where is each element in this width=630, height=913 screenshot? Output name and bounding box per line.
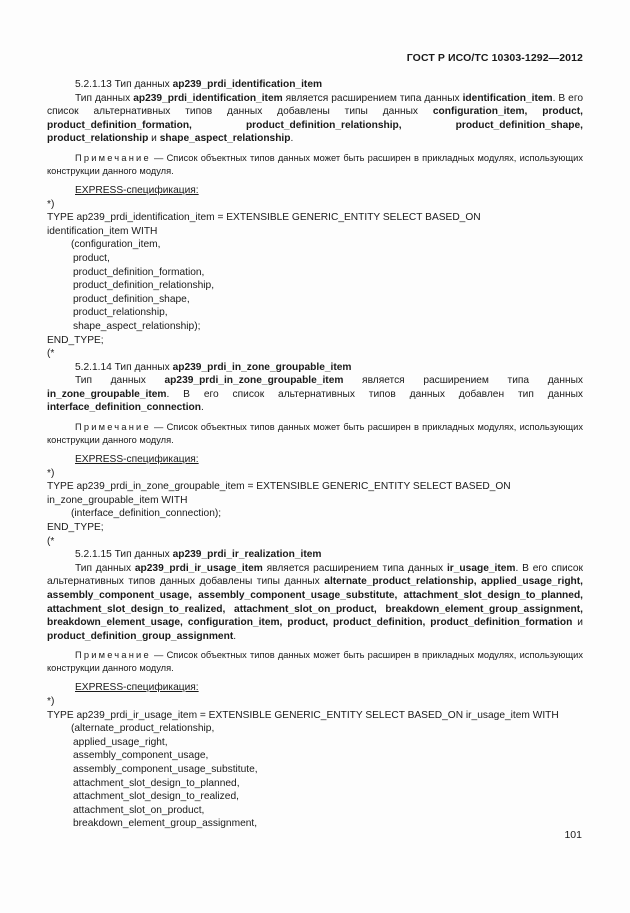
page-header: ГОСТ Р ИСО/ТС 10303-1292—2012 (406, 52, 583, 64)
code-line: *) (47, 467, 55, 479)
section-paragraph-14: Тип данных ap239_prdi_in_zone_groupable_item является расширением типа данных in_zone_groupable_item. В его список альтернативных типов данных добавлен тип данных interface_definition_connection. (47, 375, 583, 414)
code-line: product_definition_relationship, (73, 280, 215, 292)
note-15: Примечание — Список объектных типов данных может быть расширен в прикладных модулях, использующих конструкции данного модуля. (47, 650, 583, 674)
code-line: (configuration_item, (71, 239, 161, 251)
code-line: attachment_slot_design_to_realized, (73, 791, 239, 803)
code-block-13 (47, 198, 583, 361)
code-line: (interface_definition_connection); (71, 508, 222, 520)
note-14: Примечание — Список объектных типов данных может быть расширен в прикладных модулях, использующих конструкции данного модуля. (47, 422, 583, 446)
code-line: *) (47, 695, 55, 707)
code-line: TYPE ap239_prdi_ir_usage_item = EXTENSIBLE GENERIC_ENTITY SELECT BASED_ON ir_usage_item WITH (47, 709, 559, 721)
code-line: TYPE ap239_prdi_identification_item = EXTENSIBLE GENERIC_ENTITY SELECT BASED_ON (47, 212, 481, 224)
code-line: TYPE ap239_prdi_in_zone_groupable_item = EXTENSIBLE GENERIC_ENTITY SELECT BASED_ON (47, 481, 511, 493)
code-block-14 (47, 467, 583, 549)
section-paragraph-15: Тип данных ap239_prdi_ir_usage_item является расширением типа данных ir_usage_item. В его список альтернативных типов данных добавлены типы данных alternate_product_relationship, applied_usage_right, assembly_component_usage, assembly_component_usage_substitute, attachment_slot_design_to_planned, attachment_slot_design_to_realized, attachment_slot_on_product, breakdown_element_group_assignment, breakdown_element_usage, configuration_item, product, product_definition, product_definition_formation и product_definition_group_assignment. (47, 562, 583, 642)
code-line: END_TYPE; (47, 334, 104, 346)
express-label-14: EXPRESS-спецификация: (75, 454, 199, 466)
code-line: assembly_component_usage, (73, 750, 209, 762)
code-line: (* (47, 535, 55, 547)
code-line: product_definition_formation, (73, 266, 205, 278)
code-line: END_TYPE; (47, 522, 104, 534)
code-line: in_zone_groupable_item WITH (47, 494, 188, 506)
code-line: applied_usage_right, (73, 736, 168, 748)
code-block-15 (47, 695, 583, 831)
code-line: breakdown_element_group_assignment, (73, 818, 258, 830)
page-number: 101 (564, 829, 582, 841)
code-line: (alternate_product_relationship, (71, 723, 215, 735)
note-13: Примечание — Список объектных типов данных может быть расширен в прикладных модулях, использующих конструкции данного модуля. (47, 152, 583, 176)
code-line: shape_aspect_relationship); (73, 320, 201, 332)
code-line: attachment_slot_design_to_planned, (73, 777, 240, 789)
code-line: assembly_component_usage_substitute, (73, 763, 258, 775)
section-heading-13: 5.2.1.13 Тип данных ap239_prdi_identification_item (75, 79, 323, 90)
section-heading-14: 5.2.1.14 Тип данных ap239_prdi_in_zone_groupable_item (75, 361, 352, 373)
code-line: (* (47, 348, 55, 360)
page-body (47, 78, 583, 831)
code-line: product_relationship, (73, 307, 168, 319)
section-paragraph-13: Тип данных ap239_prdi_identification_item является расширением типа данных identification_item. В его список альтернативных типов данных добавлены типы данных configuration_item, product, product_definition_formation, product_definition_relationship, product_definition_shape, product_relationship и shape_aspect_relationship. (47, 92, 583, 145)
code-line: identification_item WITH (47, 225, 158, 237)
code-line: attachment_slot_on_product, (73, 804, 205, 816)
code-line: *) (47, 198, 55, 210)
code-line: product_definition_shape, (73, 293, 190, 305)
express-label-15: EXPRESS-спецификация: (75, 682, 199, 694)
section-heading-15: 5.2.1.15 Тип данных ap239_prdi_ir_realization_item (75, 549, 322, 561)
express-label-13: EXPRESS-спецификация: (75, 184, 199, 196)
code-line: product, (73, 252, 110, 264)
